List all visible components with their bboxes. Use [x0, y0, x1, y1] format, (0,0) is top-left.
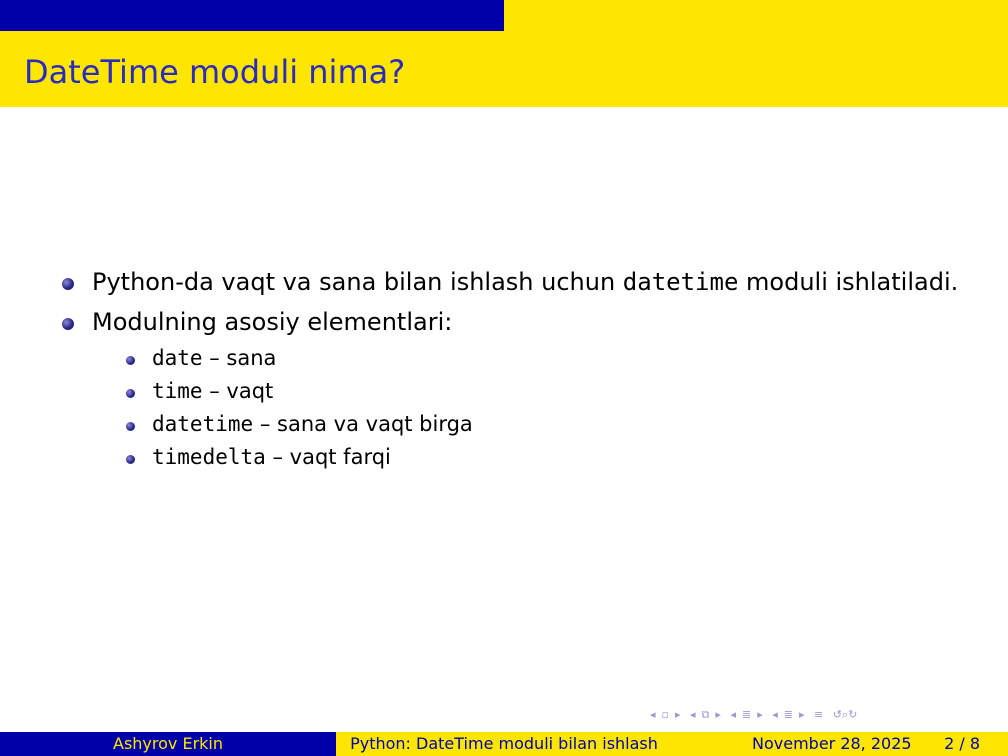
nav-next-section-icon[interactable]: ▸ [715, 708, 721, 721]
bullet-code: datetime [622, 268, 739, 296]
nav-prev-frame-icon[interactable]: ◂ [650, 708, 656, 721]
footer-date-page [672, 732, 1008, 756]
nav-prev-section-icon[interactable]: ◂ [690, 708, 696, 721]
top-header-right [504, 0, 1008, 31]
sub-bullet-code: time [152, 379, 203, 403]
nav-subsection-icon[interactable]: ≣ [741, 708, 752, 721]
footer-date: November 28, 2025 [752, 734, 912, 753]
nav-section-icon[interactable]: ⧉ [701, 708, 710, 721]
sub-bullet-desc: – sana [202, 346, 277, 370]
bullet-text-before: Python-da vaqt va sana bilan ishlash uchun [92, 268, 623, 296]
nav-subsubsection-icon[interactable]: ≣ [783, 708, 793, 721]
nav-prev-subsection-icon[interactable]: ◂ [730, 708, 736, 721]
bullet-icon [62, 278, 74, 290]
bullet-text: Modulning asosiy elementlari: [92, 308, 453, 336]
nav-next-frame-icon[interactable]: ▸ [675, 708, 681, 721]
bullet-list [62, 264, 962, 474]
sub-bullet-code: datetime [152, 412, 254, 436]
sub-bullet-desc: – vaqt farqi [265, 445, 391, 469]
nav-search-icon[interactable]: ↺⌕↻ [832, 708, 858, 721]
top-header-bar [0, 0, 1008, 31]
sub-bullet-item [126, 441, 962, 474]
sub-bullet-icon [126, 422, 135, 431]
bullet-item [62, 264, 962, 300]
sub-bullet-code: date [152, 346, 203, 370]
nav-toc-icon[interactable]: ≡ [814, 708, 824, 721]
frame-title-bar [0, 31, 1008, 107]
sub-bullet-icon [126, 389, 135, 398]
bullet-text-after: moduli ishlatiladi. [738, 268, 959, 296]
sub-bullet-desc: – sana va vaqt birga [253, 412, 473, 436]
nav-next-subsection-icon[interactable]: ▸ [757, 708, 763, 721]
sub-bullet-desc: – vaqt [202, 379, 274, 403]
slide-content [62, 264, 962, 478]
top-header-left [0, 0, 504, 31]
footer-title: Python: DateTime moduli bilan ishlash [336, 732, 672, 756]
nav-frame-icon[interactable]: ▫ [661, 708, 669, 721]
bullet-item [62, 304, 962, 474]
sub-bullet-icon [126, 356, 135, 365]
sub-bullet-item [126, 375, 962, 408]
nav-prev-subsubsection-icon[interactable]: ◂ [772, 708, 778, 721]
navigation-symbols [650, 708, 1000, 724]
sub-bullet-list [126, 342, 962, 474]
bullet-icon [62, 318, 74, 330]
sub-bullet-icon [126, 455, 135, 464]
footer-author: Ashyrov Erkin [0, 732, 336, 756]
sub-bullet-item [126, 408, 962, 441]
sub-bullet-item [126, 342, 962, 375]
footer-bar [0, 732, 1008, 756]
footer-page-number: 2 / 8 [944, 734, 980, 753]
frame-title: DateTime moduli nima? [24, 53, 406, 91]
nav-next-subsubsection-icon[interactable]: ▸ [798, 708, 805, 721]
sub-bullet-code: timedelta [152, 445, 266, 469]
